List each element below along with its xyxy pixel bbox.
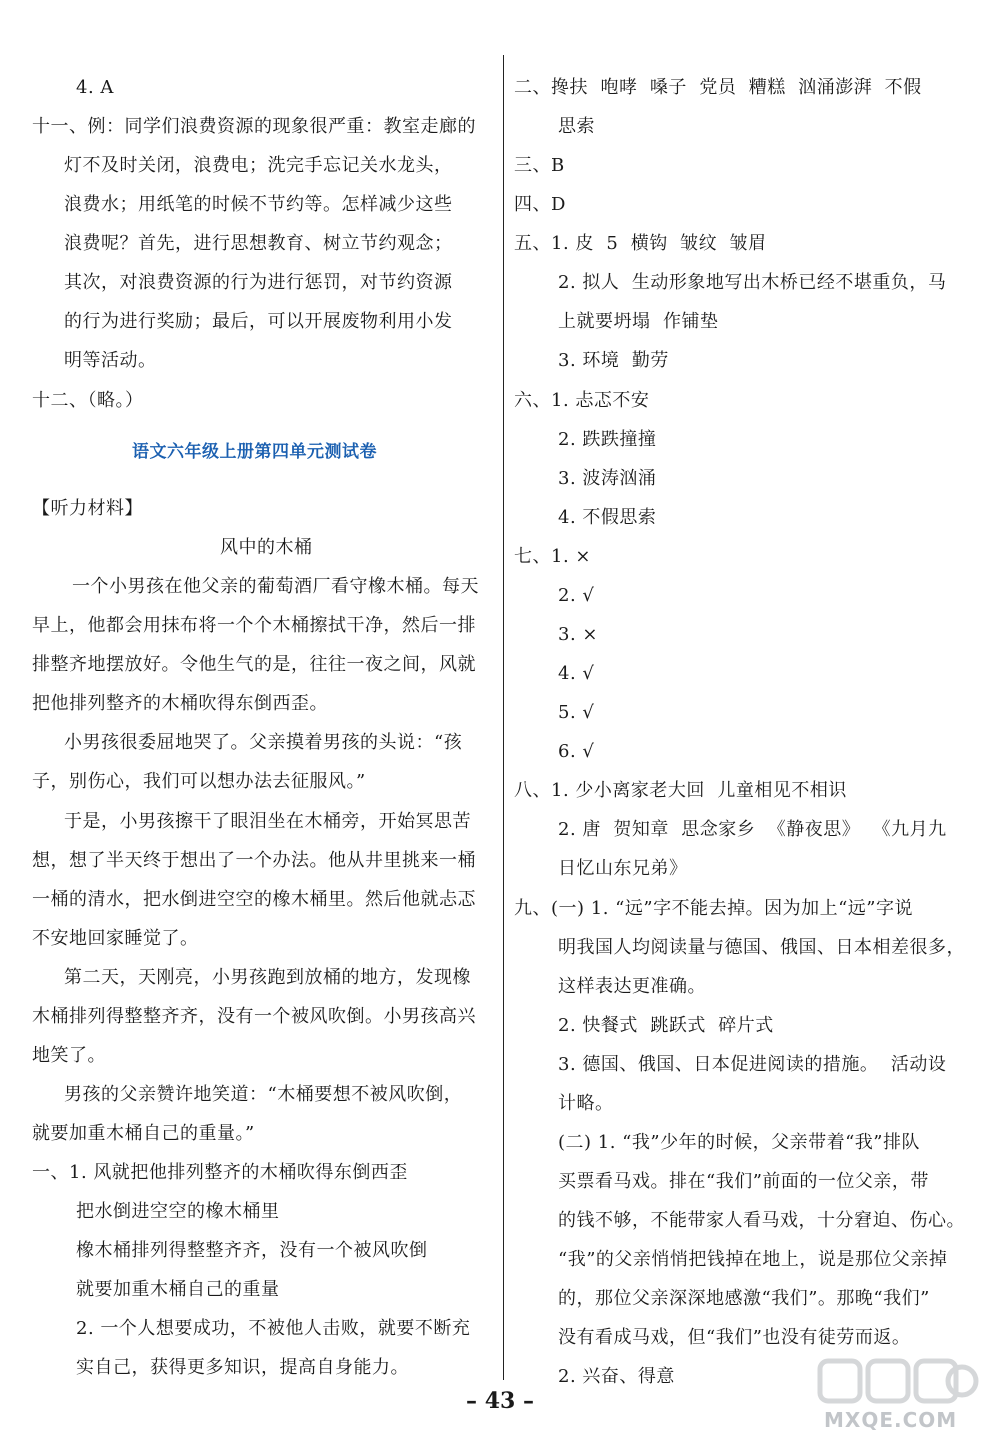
- text-line: [558, 348, 669, 374]
- line-text: 三、B: [514, 155, 565, 176]
- line-text: 第二天，天刚亮，小男孩跑到放桶的地方，发现橡: [64, 967, 471, 988]
- text-line: [558, 622, 598, 648]
- text-line: [558, 1364, 675, 1390]
- text-line: [64, 348, 157, 374]
- line-text: 小男孩很委屈地哭了。父亲摸着男孩的头说：“孩: [64, 732, 463, 753]
- text-line: [558, 974, 706, 1000]
- line-text: 十二、（略。）: [32, 390, 144, 411]
- text-line: [558, 114, 595, 140]
- text-line: [64, 730, 462, 756]
- text-line: [76, 75, 114, 101]
- text-line: [558, 583, 594, 609]
- line-text: 一个小男孩在他父亲的葡萄酒厂看守橡木桶。每天: [72, 576, 479, 597]
- text-line: [558, 1325, 910, 1351]
- text-line: [64, 309, 453, 335]
- text-line: [558, 1247, 947, 1273]
- line-text: 把水倒进空空的橡木桶里: [76, 1201, 280, 1222]
- line-text: 木桶排列得整整齐齐，没有一个被风吹倒。小男孩高兴: [32, 1006, 476, 1027]
- page-number: – 43 –: [466, 1388, 534, 1414]
- line-text: 八、1. 少小离家老大回 儿童相见不相识: [514, 780, 847, 801]
- text-line: [558, 1013, 774, 1039]
- text-line: [76, 1277, 280, 1303]
- line-text: 买票看马戏。排在“我们”前面的一位父亲，带: [558, 1171, 929, 1192]
- text-line: [558, 1091, 614, 1117]
- watermark-text: MXQE.COM: [824, 1408, 958, 1432]
- text-line: [558, 270, 946, 296]
- line-text: 浪费呢？首先，进行思想教育、树立节约观念；: [64, 233, 453, 254]
- line-text: “我”的父亲悄悄把钱掉在地上，说是那位父亲掉: [558, 1249, 948, 1270]
- text-line: [64, 192, 453, 218]
- text-line: [76, 1355, 409, 1381]
- text-line: [558, 739, 594, 765]
- text-line: [64, 231, 453, 257]
- text-line: [76, 1316, 470, 1342]
- text-line: [514, 896, 913, 922]
- line-text: 语文六年级上册第四单元测试卷: [132, 442, 377, 462]
- text-line: [558, 427, 656, 453]
- column-divider: [503, 55, 504, 1380]
- text-line: [220, 535, 313, 561]
- text-line: [558, 1169, 929, 1195]
- text-line: [32, 652, 476, 678]
- text-line: [514, 153, 565, 179]
- text-line: [514, 778, 847, 804]
- text-line: [558, 1286, 930, 1312]
- text-line: [64, 270, 453, 296]
- text-line: [32, 691, 328, 717]
- line-text: 二、搀扶 咆哮 嗓子 党员 糟糕 汹涌澎湃 不假: [514, 77, 922, 98]
- line-text: 风中的木桶: [220, 537, 313, 558]
- line-text: 就要加重木桶自己的重量。”: [32, 1123, 255, 1144]
- text-line: [558, 1052, 946, 1078]
- line-text: 5. √: [558, 702, 595, 723]
- text-line: [64, 965, 471, 991]
- line-text: 把他排列整齐的木桶吹得东倒西歪。: [32, 693, 328, 714]
- text-line: [64, 153, 453, 179]
- line-text: 4. 不假思索: [558, 507, 657, 528]
- line-text: 其次，对浪费资源的行为进行惩罚，对节约资源: [64, 272, 453, 293]
- line-text: 地笑了。: [32, 1045, 106, 1066]
- line-text: 2. √: [558, 585, 595, 606]
- line-text: 日忆山东兄弟》: [558, 858, 688, 879]
- line-text: 6. √: [558, 741, 595, 762]
- text-line: [558, 505, 656, 531]
- text-line: [64, 1082, 462, 1108]
- line-text: 明我国人均阅读量与德国、俄国、日本相差很多，: [558, 937, 965, 958]
- line-text: 2. 拟人 生动形象地写出木桥已经不堪重负，马: [558, 272, 947, 293]
- text-line: [558, 935, 965, 961]
- line-text: 七、1. ×: [514, 546, 591, 567]
- line-text: (二) 1. “我”少年的时候，父亲带着“我”排队: [558, 1132, 920, 1153]
- line-text: 一桶的清水，把水倒进空空的橡木桶里。然后他就忐忑: [32, 889, 476, 910]
- text-line: [32, 1043, 106, 1069]
- line-text: 十一、例：同学们浪费资源的现象很严重：教室走廊的: [32, 116, 476, 137]
- text-line: [558, 817, 947, 843]
- line-text: 上就要坍塌 作铺垫: [558, 311, 719, 332]
- line-text: 早上，他都会用抹布将一个个木桶擦拭干净，然后一排: [32, 615, 476, 636]
- line-text: 排整齐地摆放好。令他生气的是，往往一夜之间，风就: [32, 654, 476, 675]
- text-line: [558, 466, 656, 492]
- text-line: [32, 1004, 476, 1030]
- text-line: [558, 1208, 965, 1234]
- text-line: [32, 496, 143, 522]
- section-heading: [132, 439, 377, 465]
- text-line: [76, 1238, 428, 1264]
- line-text: 灯不及时关闭，浪费电；洗完手忘记关水龙头，: [64, 155, 453, 176]
- line-text: 子，别伤心，我们可以想办法去征服风。”: [32, 771, 366, 792]
- text-line: [514, 231, 767, 257]
- text-line: [558, 309, 718, 335]
- text-line: [32, 769, 366, 795]
- text-line: [32, 1160, 408, 1186]
- text-line: [72, 574, 479, 600]
- line-text: 2. 跌跌撞撞: [558, 429, 657, 450]
- line-text: 2. 兴奋、得意: [558, 1366, 675, 1387]
- text-line: [514, 75, 922, 101]
- line-text: 4. √: [558, 663, 595, 684]
- text-line: [32, 848, 476, 874]
- line-text: 3. 环境 勤劳: [558, 350, 669, 371]
- line-text: 【听力材料】: [32, 498, 143, 519]
- text-line: [558, 1130, 920, 1156]
- line-text: 九、(一) 1. “远”字不能去掉。因为加上“远”字说: [514, 898, 913, 919]
- line-text: 男孩的父亲赞许地笑道：“木桶要想不被风吹倒，: [64, 1084, 463, 1105]
- line-text: 实自己，获得更多知识，提高自身能力。: [76, 1357, 409, 1378]
- line-text: 计略。: [558, 1093, 614, 1114]
- line-text: 2. 快餐式 跳跃式 碎片式: [558, 1015, 774, 1036]
- line-text: 想，想了半天终于想出了一个办法。他从井里挑来一桶: [32, 850, 476, 871]
- line-text: 4. A: [76, 77, 114, 98]
- line-text: 明等活动。: [64, 350, 157, 371]
- line-text: 这样表达更准确。: [558, 976, 706, 997]
- line-text: 一、1. 风就把他排列整齐的木桶吹得东倒西歪: [32, 1162, 408, 1183]
- text-line: [514, 192, 566, 218]
- line-text: 2. 唐 贺知章 思念家乡 《静夜思》 《九月九: [558, 819, 947, 840]
- line-text: 3. ×: [558, 624, 598, 645]
- text-line: [32, 887, 476, 913]
- line-text: 于是，小男孩擦干了眼泪坐在木桶旁，开始冥思苦: [64, 811, 471, 832]
- text-line: [76, 1199, 280, 1225]
- line-text: 3. 波涛汹涌: [558, 468, 657, 489]
- line-text: 不安地回家睡觉了。: [32, 928, 199, 949]
- line-text: 的，那位父亲深深地感激“我们”。那晚“我们”: [558, 1288, 930, 1309]
- line-text: 橡木桶排列得整整齐齐，没有一个被风吹倒: [76, 1240, 428, 1261]
- text-line: [64, 809, 471, 835]
- text-line: [558, 856, 688, 882]
- text-line: [32, 388, 144, 414]
- line-text: 的行为进行奖励；最后，可以开展废物利用小发: [64, 311, 453, 332]
- line-text: 思索: [558, 116, 595, 137]
- line-text: 2. 一个人想要成功，不被他人击败，就要不断充: [76, 1318, 471, 1339]
- text-line: [32, 926, 199, 952]
- text-line: [558, 661, 594, 687]
- line-text: 3. 德国、俄国、日本促进阅读的措施。 活动设: [558, 1054, 947, 1075]
- text-line: [32, 1121, 255, 1147]
- text-line: [558, 700, 594, 726]
- line-text: 就要加重木桶自己的重量: [76, 1279, 280, 1300]
- line-text: 的钱不够，不能带家人看马戏，十分窘迫、伤心。: [558, 1210, 965, 1231]
- line-text: 没有看成马戏，但“我们”也没有徒劳而返。: [558, 1327, 911, 1348]
- text-line: [514, 544, 591, 570]
- text-line: [514, 388, 649, 414]
- text-line: [32, 613, 476, 639]
- line-text: 四、D: [514, 194, 566, 215]
- text-line: [32, 114, 476, 140]
- line-text: 六、1. 忐忑不安: [514, 390, 650, 411]
- line-text: 五、1. 皮 5 横钩 皱纹 皱眉: [514, 233, 767, 254]
- line-text: 浪费水；用纸笔的时候不节约等。怎样减少这些: [64, 194, 453, 215]
